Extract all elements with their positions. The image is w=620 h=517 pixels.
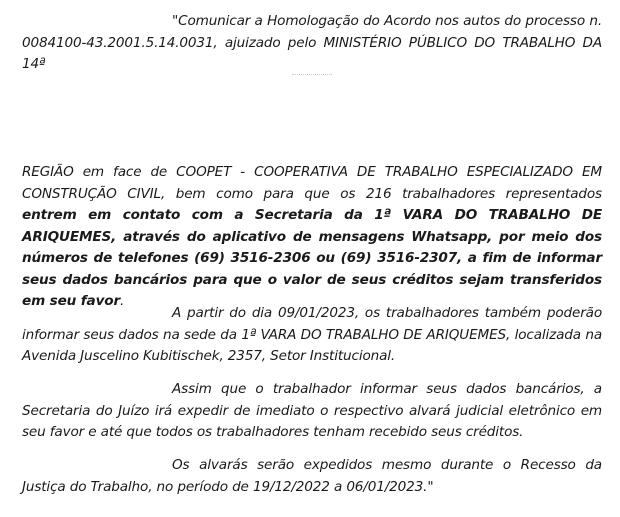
paragraph-instructions (22, 162, 602, 313)
page-break-marker (292, 74, 332, 76)
instructions-bold-text: entrem em contato com a Secretaria da 1ª VARA DO TRABALHO DE ARIQUEMES, através do aplicativo de mensagens Whatsapp, por meio dos números de telefones (69) 3516-2306 ou (69) 3516-2307, a fim de informar seus dados bancários para que o valor de seus créditos sejam transferidos em seu favor (22, 207, 602, 309)
instructions-text: REGIÃO em face de COOPET - COOPERATIVA DE TRABALHO ESPECIALIZADO EM CONSTRUÇÃO CIVIL, bem como para que os 216 trabalhadores representados (22, 164, 602, 202)
paragraph-recess-notice: Os alvarás serão expedidos mesmo durante o Recesso da Justiça do Trabalho, no período de 19/12/2022 a 06/01/2023." (22, 457, 602, 495)
paragraph-homologation: "Comunicar a Homologação do Acordo nos autos do processo n. 0084100-43.2001.5.14.0031, ajuizado pelo MINISTÉRIO PÚBLICO DO TRABALHO DA 14ª (22, 13, 602, 72)
instructions-end: . (120, 293, 125, 309)
paragraph-alvara-issue: Assim que o trabalhador informar seus dados bancários, a Secretaria do Juízo irá expedir de imediato o respectivo alvará judicial eletrônico em seu favor e até que todos os trabalhadores tenham recebido seus créditos. (22, 381, 602, 440)
paragraph-office-address: A partir do dia 09/01/2023, os trabalhadores também poderão informar seus dados na sede da 1ª VARA DO TRABALHO DE ARIQUEMES, localizada na Avenida Juscelino Kubitischek, 2357, Setor Institucional. (22, 305, 602, 364)
